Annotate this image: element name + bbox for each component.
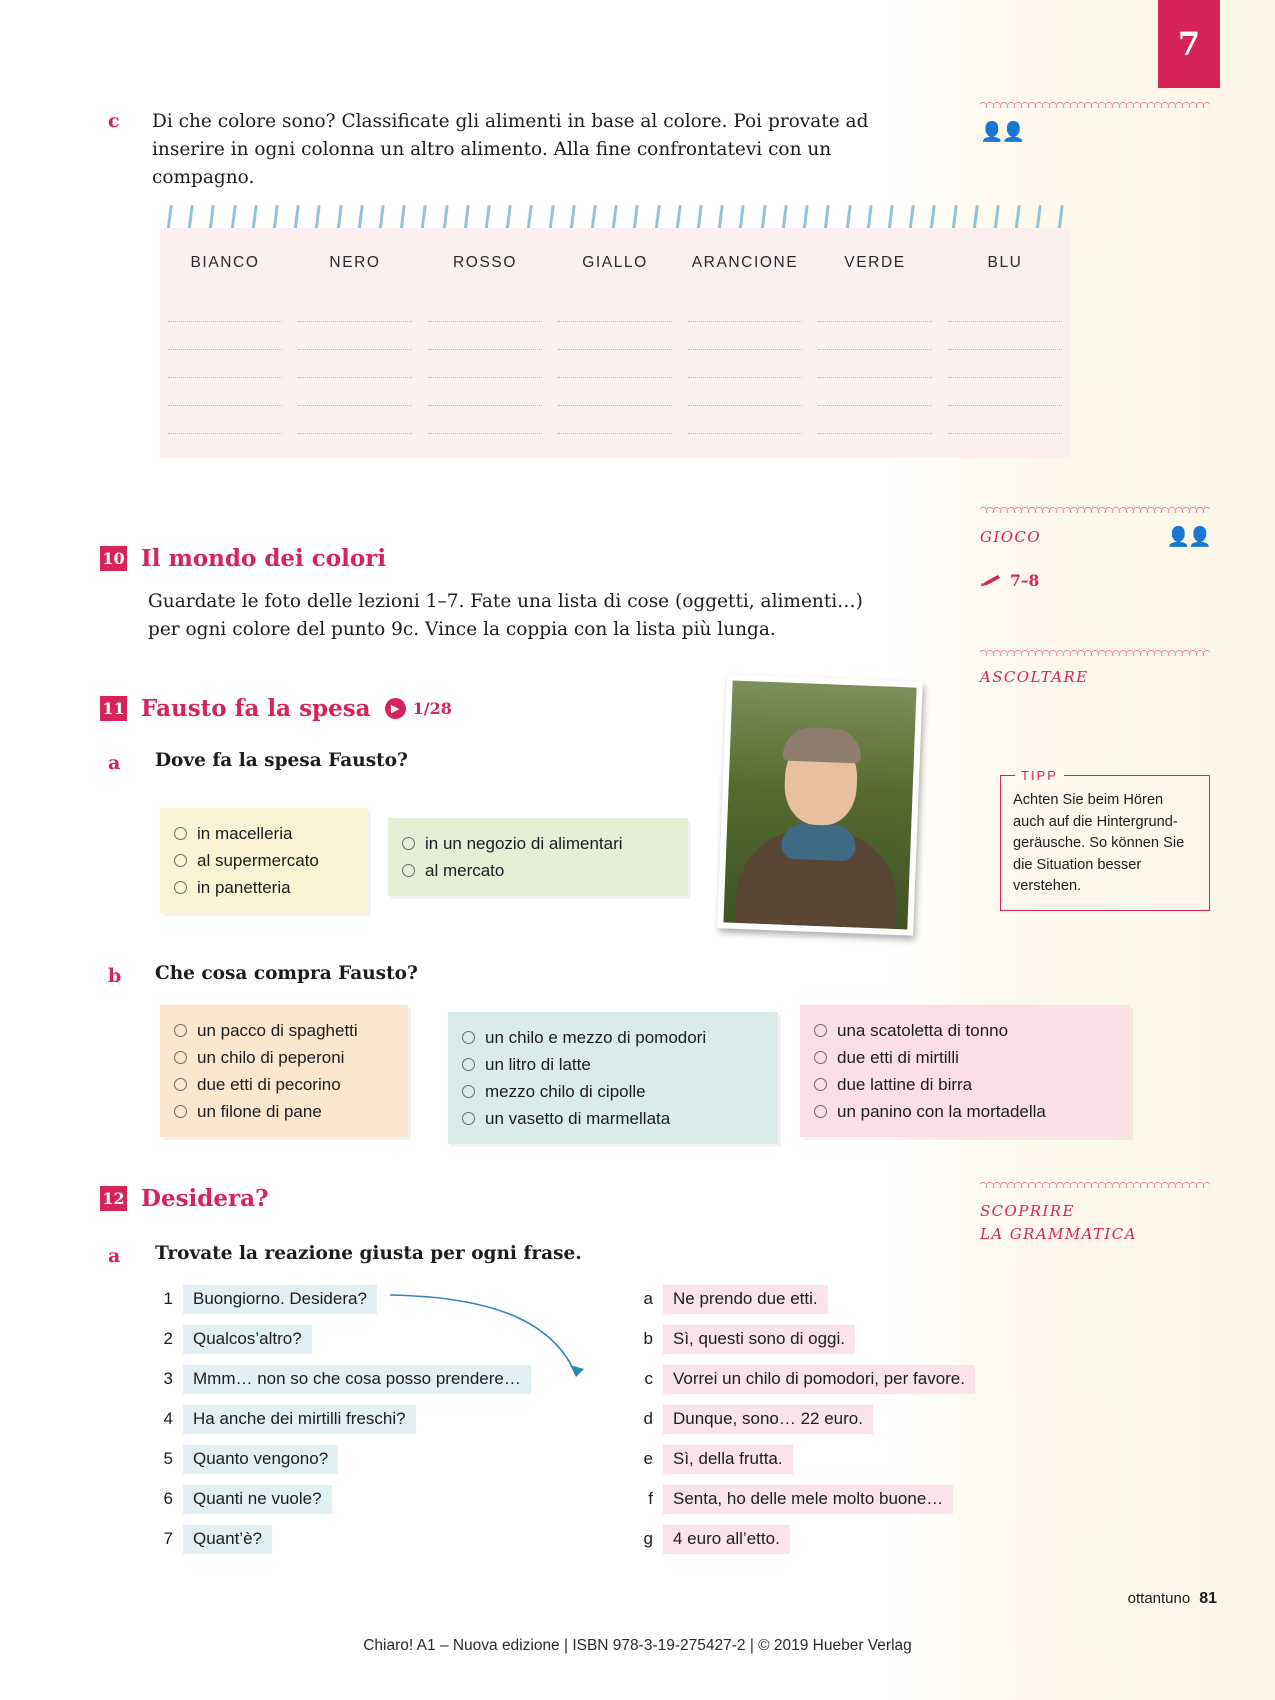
ex11a-option[interactable] bbox=[402, 830, 670, 857]
match-right-text: Sì, della frutta. bbox=[663, 1445, 793, 1474]
match-right-key: g bbox=[643, 1529, 653, 1548]
match-left-text: Qualcos’altro? bbox=[183, 1325, 312, 1354]
option-label: un vasetto di marmellata bbox=[485, 1108, 671, 1128]
match-left-text: Quanti ne vuole? bbox=[183, 1485, 332, 1514]
color-notepad bbox=[160, 228, 1070, 458]
color-write-line[interactable] bbox=[428, 378, 542, 406]
match-right-row[interactable] bbox=[640, 1485, 1070, 1514]
exercise-11b-question: Che cosa compra Fausto? bbox=[155, 963, 418, 984]
color-write-line[interactable] bbox=[688, 294, 802, 322]
matching-column-right bbox=[640, 1285, 1070, 1565]
ex11b-option[interactable] bbox=[814, 1017, 1112, 1044]
page-number-digits: 81 bbox=[1199, 1590, 1217, 1607]
squiggle-divider-12 bbox=[980, 1180, 1210, 1188]
checkbox-circle-icon[interactable] bbox=[462, 1058, 475, 1071]
color-write-line[interactable] bbox=[558, 322, 672, 350]
match-left-text: Buongiorno. Desidera? bbox=[183, 1285, 377, 1314]
match-left-key: 3 bbox=[163, 1369, 173, 1388]
tipp-text: Achten Sie beim Hören auch auf die Hintergrundgeräusche. So können Sie die Situation besser verstehen. bbox=[1013, 792, 1185, 895]
exercise-10-number: 10 bbox=[100, 546, 127, 571]
checkbox-circle-icon[interactable] bbox=[462, 1112, 475, 1125]
checkbox-circle-icon[interactable] bbox=[402, 864, 415, 877]
color-write-line[interactable] bbox=[688, 406, 802, 434]
checkbox-circle-icon[interactable] bbox=[174, 1078, 187, 1091]
color-write-line[interactable] bbox=[558, 378, 672, 406]
match-right-row[interactable] bbox=[640, 1405, 1070, 1434]
option-label: un chilo e mezzo di pomodori bbox=[485, 1027, 707, 1047]
color-columns bbox=[160, 254, 1070, 434]
footer-copyright: Chiaro! A1 – Nuova edizione | ISBN 978-3-19-275427-2 | © 2019 Hueber Verlag bbox=[363, 1637, 912, 1654]
option-group-11a-1 bbox=[160, 808, 368, 913]
match-left-key: 7 bbox=[163, 1529, 173, 1548]
audio-track-badge[interactable] bbox=[385, 698, 452, 719]
color-write-line[interactable] bbox=[818, 294, 932, 322]
ex11b-option[interactable] bbox=[462, 1078, 760, 1105]
checkbox-circle-icon[interactable] bbox=[462, 1031, 475, 1044]
color-column bbox=[420, 254, 550, 434]
option-label: un pacco di spaghetti bbox=[197, 1020, 358, 1040]
option-label: due etti di mirtilli bbox=[837, 1047, 959, 1067]
option-label: al mercato bbox=[425, 860, 505, 880]
squiggle-divider-10 bbox=[980, 505, 1210, 513]
option-label: due lattine di birra bbox=[837, 1074, 973, 1094]
color-write-line[interactable] bbox=[948, 378, 1062, 406]
color-write-line[interactable] bbox=[298, 378, 412, 406]
match-left-row[interactable] bbox=[160, 1525, 590, 1554]
color-column-header: ROSSO bbox=[453, 254, 517, 271]
color-write-line[interactable] bbox=[168, 350, 282, 378]
match-left-row[interactable] bbox=[160, 1365, 590, 1394]
color-write-line[interactable] bbox=[688, 350, 802, 378]
color-write-line[interactable] bbox=[948, 294, 1062, 322]
page-number-word: ottantuno bbox=[1127, 1590, 1191, 1607]
squiggle-divider bbox=[980, 100, 1210, 108]
color-column-header: ARANCIONE bbox=[691, 254, 799, 271]
color-write-line[interactable] bbox=[688, 322, 802, 350]
option-group-11b-2 bbox=[448, 1012, 778, 1144]
color-write-line[interactable] bbox=[428, 294, 542, 322]
match-left-text: Ha anche dei mirtilli freschi? bbox=[183, 1405, 416, 1434]
color-write-line[interactable] bbox=[558, 294, 672, 322]
checkbox-circle-icon[interactable] bbox=[174, 827, 187, 840]
match-left-row[interactable] bbox=[160, 1325, 590, 1354]
match-right-text: Senta, ho delle mele molto buone… bbox=[663, 1485, 953, 1514]
squiggle-divider-11 bbox=[980, 648, 1210, 656]
color-write-line[interactable] bbox=[948, 406, 1062, 434]
color-column bbox=[550, 254, 680, 434]
option-label: un panino con la mortadella bbox=[837, 1101, 1046, 1121]
exercise-12-number: 12 bbox=[100, 1186, 127, 1211]
exercise-11a-question: Dove fa la spesa Fausto? bbox=[155, 750, 408, 771]
color-write-line[interactable] bbox=[948, 350, 1062, 378]
exercise-12-title: Desidera? bbox=[141, 1185, 269, 1212]
color-write-line[interactable] bbox=[168, 294, 282, 322]
tipp-label: TIPP bbox=[1015, 766, 1064, 785]
exercise-11-number: 11 bbox=[100, 696, 127, 721]
color-write-line[interactable] bbox=[558, 350, 672, 378]
color-column-header: GIALLO bbox=[582, 254, 648, 271]
tipp-box bbox=[1000, 768, 1210, 911]
color-column bbox=[810, 254, 940, 434]
match-right-key: d bbox=[643, 1409, 653, 1428]
match-right-row[interactable] bbox=[640, 1285, 1070, 1314]
match-left-key: 6 bbox=[163, 1489, 173, 1508]
color-write-line[interactable] bbox=[818, 322, 932, 350]
pair-work-icon: 👤👤 bbox=[980, 122, 1024, 143]
match-right-key: c bbox=[644, 1369, 653, 1388]
color-write-line[interactable] bbox=[818, 378, 932, 406]
ex11a-option[interactable] bbox=[174, 847, 350, 874]
exercise-11 bbox=[100, 695, 720, 722]
ex11b-option[interactable] bbox=[174, 1044, 390, 1071]
ex11b-option[interactable] bbox=[174, 1017, 390, 1044]
match-right-text: Ne prendo due etti. bbox=[663, 1285, 828, 1314]
exercise-12a-instruction: Trovate la reazione giusta per ogni frase. bbox=[155, 1243, 582, 1264]
margin-kicker-gioco: GIOCO bbox=[980, 528, 1041, 546]
ex11a-option[interactable] bbox=[174, 820, 350, 847]
match-left-key: 5 bbox=[163, 1449, 173, 1468]
match-left-key: 1 bbox=[163, 1289, 173, 1308]
color-column-header: VERDE bbox=[844, 254, 906, 271]
match-left-text: Quant’è? bbox=[183, 1525, 272, 1554]
match-right-key: b bbox=[643, 1329, 653, 1348]
option-group-11a-2 bbox=[388, 818, 688, 896]
match-left-row[interactable] bbox=[160, 1285, 590, 1314]
match-left-key: 4 bbox=[163, 1409, 173, 1428]
exercise-9c-letter: c bbox=[108, 110, 120, 132]
match-right-row[interactable] bbox=[640, 1445, 1070, 1474]
match-right-key: a bbox=[643, 1289, 653, 1308]
checkbox-circle-icon[interactable] bbox=[402, 837, 415, 850]
exercise-11a-letter: a bbox=[108, 752, 121, 774]
checkbox-circle-icon[interactable] bbox=[174, 1024, 187, 1037]
exercise-10 bbox=[100, 545, 890, 644]
match-right-text: Dunque, sono… 22 euro. bbox=[663, 1405, 873, 1434]
ex11b-option[interactable] bbox=[462, 1024, 760, 1051]
match-right-key: e bbox=[643, 1449, 653, 1468]
checkbox-circle-icon[interactable] bbox=[814, 1024, 827, 1037]
exercise-10-title: Il mondo dei colori bbox=[141, 545, 387, 572]
color-write-line[interactable] bbox=[298, 350, 412, 378]
photo-fausto bbox=[717, 674, 923, 935]
margin-kicker-scoprire-2: LA GRAMMATICA bbox=[980, 1224, 1137, 1243]
photo-person-scarf bbox=[781, 823, 856, 862]
ex11b-option[interactable] bbox=[462, 1051, 760, 1078]
exercise-9c bbox=[108, 108, 898, 192]
ex11b-option[interactable] bbox=[814, 1098, 1112, 1125]
checkbox-circle-icon[interactable] bbox=[814, 1078, 827, 1091]
ex11b-option[interactable] bbox=[814, 1044, 1112, 1071]
exercise-10-instruction: Guardate le foto delle lezioni 1–7. Fate una lista di cose (oggetti, alimenti…) per ogni colore del punto 9c. Vince la coppia con la lista più lunga. bbox=[148, 591, 863, 641]
color-column bbox=[160, 254, 290, 434]
color-write-line[interactable] bbox=[168, 406, 282, 434]
ex11b-option[interactable] bbox=[174, 1071, 390, 1098]
match-right-row[interactable] bbox=[640, 1525, 1070, 1554]
checkbox-circle-icon[interactable] bbox=[814, 1105, 827, 1118]
ex11b-option[interactable] bbox=[814, 1071, 1112, 1098]
color-write-line[interactable] bbox=[298, 406, 412, 434]
option-label: un litro di latte bbox=[485, 1054, 591, 1074]
option-label: una scatoletta di tonno bbox=[837, 1020, 1009, 1040]
ex11b-option[interactable] bbox=[462, 1105, 760, 1132]
match-right-key: f bbox=[648, 1489, 653, 1508]
option-group-11b-1 bbox=[160, 1005, 408, 1137]
option-label: in un negozio di alimentari bbox=[425, 833, 623, 853]
match-left-text: Mmm… non so che cosa posso prendere… bbox=[183, 1365, 531, 1394]
match-right-text: 4 euro all’etto. bbox=[663, 1525, 790, 1554]
color-column bbox=[680, 254, 810, 434]
exercise-12 bbox=[100, 1185, 890, 1212]
color-write-line[interactable] bbox=[298, 322, 412, 350]
color-column-header: BLU bbox=[987, 254, 1023, 271]
margin-note-10 bbox=[980, 505, 1210, 590]
checkbox-circle-icon[interactable] bbox=[174, 881, 187, 894]
pair-work-icon-10: 👤👤 bbox=[1166, 527, 1210, 548]
option-label: un filone di pane bbox=[197, 1101, 322, 1121]
margin-note-12 bbox=[980, 1180, 1210, 1245]
match-left-text: Quanto vengono? bbox=[183, 1445, 338, 1474]
color-write-line[interactable] bbox=[168, 378, 282, 406]
margin-kicker-ascoltare: ASCOLTARE bbox=[980, 668, 1089, 686]
option-label: due etti di pecorino bbox=[197, 1074, 341, 1094]
option-label: un chilo di peperoni bbox=[197, 1047, 345, 1067]
ex11b-option[interactable] bbox=[174, 1098, 390, 1125]
checkbox-circle-icon[interactable] bbox=[462, 1085, 475, 1098]
match-right-row[interactable] bbox=[640, 1365, 1070, 1394]
color-column-header: BIANCO bbox=[190, 254, 260, 271]
option-label: al supermercato bbox=[197, 850, 319, 870]
pencil-icon bbox=[980, 573, 1002, 589]
option-label: in panetteria bbox=[197, 877, 291, 897]
color-write-line[interactable] bbox=[558, 406, 672, 434]
margin-note-9c bbox=[980, 100, 1210, 144]
match-left-row[interactable] bbox=[160, 1405, 590, 1434]
exercise-11b-letter: b bbox=[108, 965, 122, 987]
color-write-line[interactable] bbox=[818, 350, 932, 378]
play-icon: ▶ bbox=[385, 698, 406, 719]
color-column-header: NERO bbox=[329, 254, 381, 271]
color-column bbox=[940, 254, 1070, 434]
color-write-line[interactable] bbox=[818, 406, 932, 434]
ex11a-option[interactable] bbox=[174, 874, 350, 901]
color-write-line[interactable] bbox=[168, 322, 282, 350]
color-write-line[interactable] bbox=[688, 378, 802, 406]
margin-kicker-scoprire-1: SCOPRIRE bbox=[980, 1202, 1075, 1220]
checkbox-circle-icon[interactable] bbox=[174, 854, 187, 867]
color-write-line[interactable] bbox=[428, 350, 542, 378]
color-write-line[interactable] bbox=[428, 406, 542, 434]
match-left-row[interactable] bbox=[160, 1445, 590, 1474]
match-right-row[interactable] bbox=[640, 1325, 1070, 1354]
exercise-12a-letter: a bbox=[108, 1245, 121, 1267]
margin-note-11 bbox=[980, 648, 1210, 687]
color-write-line[interactable] bbox=[428, 322, 542, 350]
photo-image bbox=[723, 681, 916, 930]
checkbox-circle-icon[interactable] bbox=[174, 1105, 187, 1118]
match-right-text: Sì, questi sono di oggi. bbox=[663, 1325, 855, 1354]
ex11a-option[interactable] bbox=[402, 857, 670, 884]
matching-column-left bbox=[160, 1285, 590, 1565]
photo-person-hair bbox=[783, 726, 862, 763]
checkbox-circle-icon[interactable] bbox=[814, 1051, 827, 1064]
match-right-text: Vorrei un chilo di pomodori, per favore. bbox=[663, 1365, 975, 1394]
color-write-line[interactable] bbox=[298, 294, 412, 322]
exercise-11-title: Fausto fa la spesa bbox=[141, 695, 371, 722]
audio-track-label: 1/28 bbox=[412, 699, 452, 718]
page-number bbox=[1128, 1590, 1217, 1608]
color-write-line[interactable] bbox=[948, 322, 1062, 350]
option-label: mezzo chilo di cipolle bbox=[485, 1081, 646, 1101]
match-left-row[interactable] bbox=[160, 1485, 590, 1514]
chapter-tab: 7 bbox=[1158, 0, 1220, 88]
option-label: in macelleria bbox=[197, 823, 293, 843]
workbook-reference: 7–8 bbox=[1010, 571, 1040, 590]
color-column bbox=[290, 254, 420, 434]
match-left-key: 2 bbox=[163, 1329, 173, 1348]
checkbox-circle-icon[interactable] bbox=[174, 1051, 187, 1064]
exercise-9c-instruction: Di che colore sono? Classificate gli alimenti in base al colore. Poi provate ad inserire in ogni colonna un altro alimento. Alla fine confrontatevi con un compagno. bbox=[152, 111, 869, 189]
option-group-11b-3 bbox=[800, 1005, 1130, 1137]
